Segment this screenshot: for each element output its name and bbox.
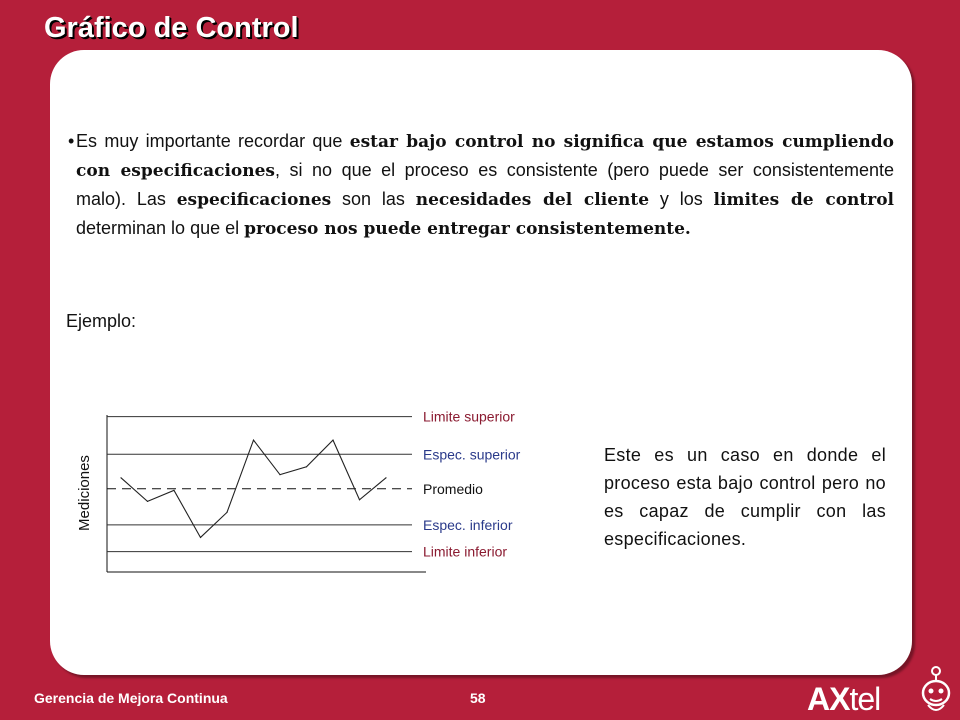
- data-point-3: [200, 537, 201, 538]
- bullet-bold-2: especificaciones: [176, 190, 332, 210]
- page-number: 58: [470, 690, 486, 706]
- data-point-4: [226, 512, 227, 513]
- logo-tel: tel: [849, 681, 881, 717]
- data-point-2: [173, 490, 174, 491]
- data-point-8: [332, 440, 333, 441]
- bullet-bold-4: limites de control: [713, 190, 894, 210]
- data-point-7: [306, 466, 307, 467]
- reference-label-4: Limite inferior: [423, 543, 508, 560]
- y-axis-label: Mediciones: [76, 455, 93, 531]
- slide-title: Gráfico de Control: [44, 12, 299, 44]
- bullet-text-4: y los: [649, 189, 714, 209]
- reference-label-0: Limite superior: [423, 408, 515, 425]
- bullet-bold-3: necesidades del cliente: [415, 190, 650, 210]
- bullet-text-5: determinan lo que el: [76, 218, 245, 238]
- bullet-bold-1: estar bajo control no significa que estamos cumpliendo con especificaciones: [76, 132, 894, 181]
- data-point-5: [253, 440, 254, 441]
- example-label: Ejemplo:: [66, 311, 137, 331]
- mascot-icon: [916, 665, 956, 715]
- reference-label-1: Espec. superior: [423, 446, 521, 463]
- reference-label-3: Espec. inferior: [423, 516, 513, 533]
- bullet-text-3: son las: [331, 189, 416, 209]
- bullet-bold-5: proceso nos puede entregar consistentemente.: [244, 219, 691, 239]
- bullet-marker: •: [68, 131, 75, 151]
- bullet-text-2: , si no que el proceso es consistente (pero puede ser consistentemente malo). Las: [76, 160, 894, 209]
- data-point-1: [147, 501, 148, 502]
- data-point-6: [279, 474, 280, 475]
- data-point-9: [359, 499, 360, 500]
- reference-label-2: Promedio: [423, 480, 483, 497]
- footer-department: Gerencia de Mejora Continua: [34, 690, 228, 706]
- chart-explanation: Este es un caso en donde el proceso esta bajo control pero no es capaz de cumplir con las especificaciones.: [604, 445, 886, 549]
- data-point-10: [385, 477, 386, 478]
- logo-ax: AX: [807, 681, 850, 717]
- axtel-logo: [807, 681, 880, 717]
- data-point-0: [120, 477, 121, 478]
- bullet-text-1: Es muy importante recordar que: [76, 131, 350, 151]
